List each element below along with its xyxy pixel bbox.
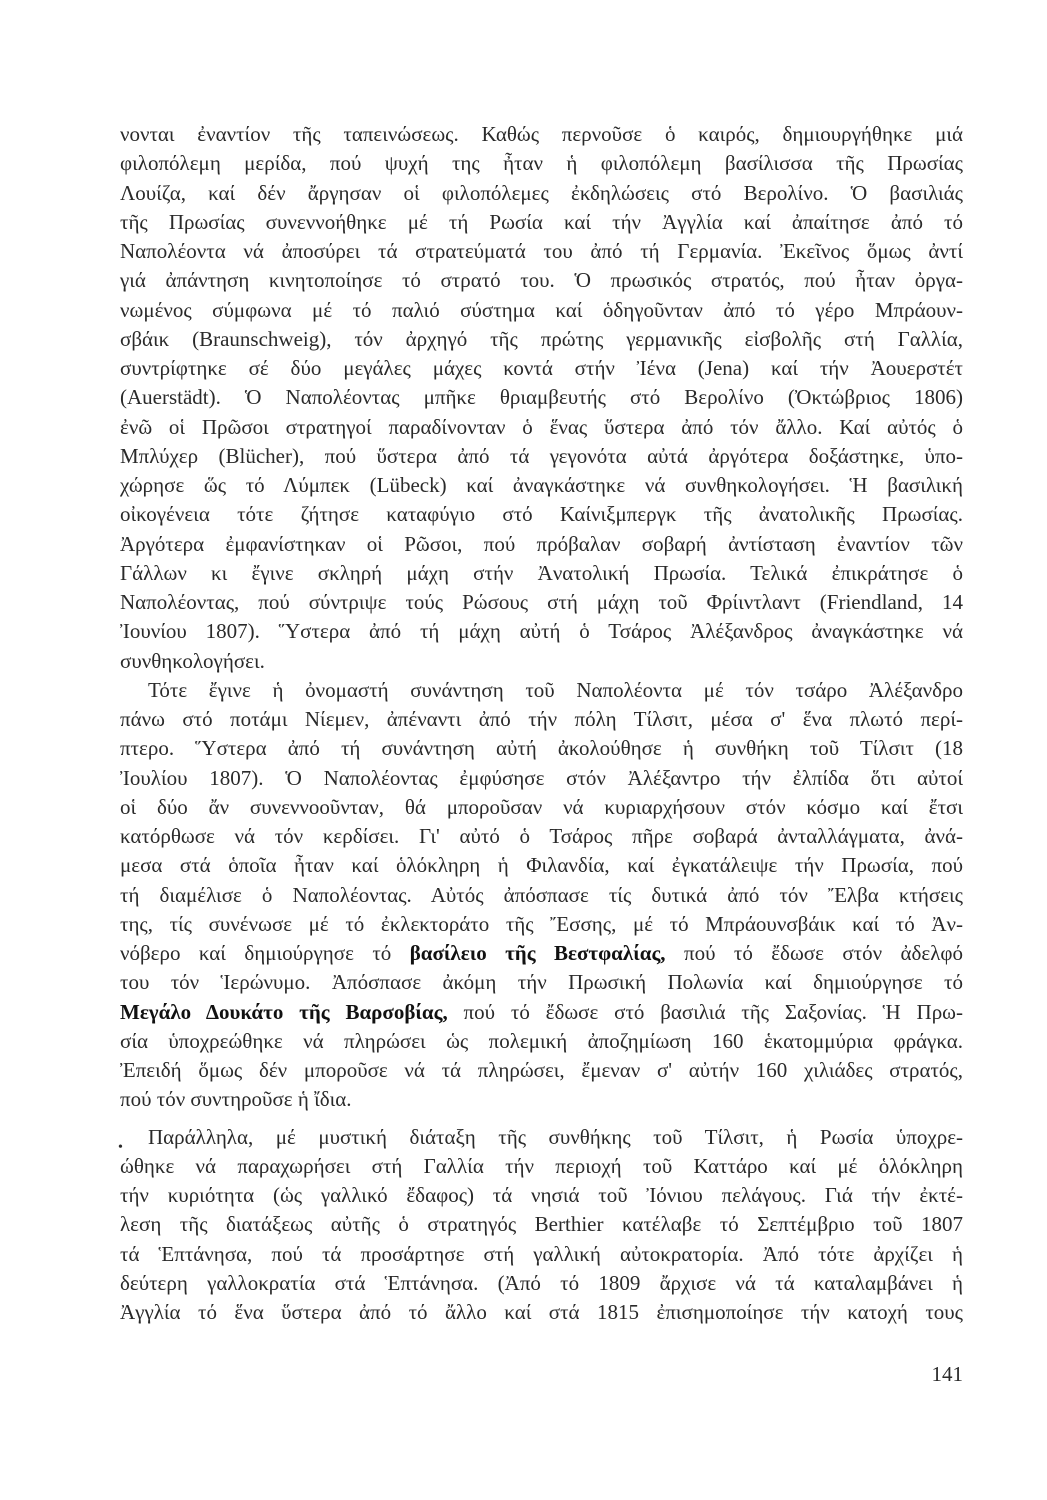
text-line: Ἐπειδή ὅμως δέν μποροῦσε νά τά πληρώσει, ἔμεναν σ' αὐτήν 160 χιλιάδες στρατός, <box>120 1058 963 1082</box>
paragraph <box>120 1123 963 1328</box>
text-line: οἰκογένεια τότε ζήτησε καταφύγιο στό Καίνιξμπεργκ τῆς ἀνατολικῆς Πρωσίας. <box>120 502 963 527</box>
text-line: λεση τῆς διατάξεως αὐτῆς ὁ στρατηγός Berthier κατέλαβε τό Σεπτέμβριο τοῦ 1807 <box>120 1212 963 1237</box>
text-segment: πού τό ἔδωσε στόν ἀδελφό <box>665 941 964 965</box>
text-line <box>120 939 963 968</box>
text-line: συντρίφτηκε σέ δύο μεγάλες μάχες κοντά στήν Ἰένα (Jena) καί τήν Ἀουερστέτ <box>120 356 963 380</box>
text-line: Ναπολέοντας, πού σύντριψε τούς Ρώσους στή μάχη τοῦ Φρίιντλαντ (Friendland, 14 <box>120 590 963 614</box>
text-line: πού τόν συντηροῦσε ἡ ἴδια. <box>120 1087 352 1112</box>
body-text <box>120 120 963 1327</box>
text-line: Μπλύχερ (Blücher), πού ὕστερα ἀπό τά γεγονότα αὐτά ἀργότερα δοξάστηκε, ὑπο- <box>120 443 963 468</box>
margin-marker: • <box>118 1140 123 1155</box>
text-line: του τόν Ἱερώνυμο. Ἀπόσπασε ἀκόμη τήν Πρωσική Πολωνία καί δημιούργησε τό <box>120 970 963 995</box>
text-line: ἐνῶ οἱ Πρῶσοι στρατηγοί παραδίνονταν ὁ ἕνας ὕστερα ἀπό τόν ἄλλο. Καί αὐτός ὁ <box>120 414 963 439</box>
page-number: 141 <box>931 1362 963 1386</box>
text-line: πτερο. Ὕστερα ἀπό τή συνάντηση αὐτή ἀκολούθησε ἡ συνθήκη τοῦ Τίλσιτ (18 <box>120 736 963 761</box>
text-line: νονται ἐναντίον τῆς ταπεινώσεως. Καθώς περνοῦσε ὁ καιρός, δημιουργήθηκε μιά <box>120 122 963 146</box>
text-line <box>120 998 963 1027</box>
bold-term: Μεγάλο Δουκάτο τῆς Βαρσοβίας, <box>120 999 448 1024</box>
text-line: Παράλληλα, μέ μυστική διάταξη τῆς συνθήκης τοῦ Τίλσιτ, ἡ Ρωσία ὑποχρε- <box>148 1124 963 1149</box>
text-line: Λουίζα, καί δέν ἄργησαν οἱ φιλοπόλεμες ἐκδηλώσεις στό Βερολίνο. Ὁ βασιλιάς <box>120 180 963 205</box>
text-line: Γάλλων κι ἔγινε σκληρή μάχη στήν Ἀνατολική Πρωσία. Τελικά ἐπικράτησε ὁ <box>120 560 963 585</box>
text-line: τῆς Πρωσίας συνεννοήθηκε μέ τή Ρωσία καί τήν Ἀγγλία καί ἀπαίτησε ἀπό τό <box>120 209 963 234</box>
text-segment: νόβερο καί δημιούργησε τό <box>120 941 410 965</box>
text-line: τή διαμέλισε ὁ Ναπολέοντας. Αὐτός ἀπόσπασε τίς δυτικά ἀπό τόν Ἔλβα κτήσεις <box>120 882 963 907</box>
text-line: δεύτερη γαλλοκρατία στά Ἑπτάνησα. (Ἀπό τό 1809 ἄρχισε νά τά καταλαμβάνει ἡ <box>120 1270 963 1295</box>
text-line: χώρησε ὥς τό Λύμπεκ (Lübeck) καί ἀναγκάστηκε νά συνθηκολογήσει. Ἡ βασιλική <box>120 473 963 497</box>
bold-term: βασίλειο τῆς Βεστφαλίας, <box>409 941 666 965</box>
text-segment: πού τό ἔδωσε στό βασιλιά τῆς Σαξονίας. Ἡ Πρω- <box>447 999 963 1024</box>
text-line: τήν κυριότητα (ὡς γαλλικό ἔδαφος) τά νησιά τοῦ Ἰόνιου πελάγους. Γιά τήν ἐκτέ- <box>120 1183 963 1207</box>
text-line: σία ὑποχρεώθηκε νά πληρώσει ὡς πολεμική ἀποζημίωση 160 ἑκατομμύρια φράγκα. <box>120 1028 963 1053</box>
text-line: της, τίς συνένωσε μέ τό ἐκλεκτοράτο τῆς Ἔσσης, μέ τό Μπράουνσβάικ καί τό Ἀν- <box>120 911 963 936</box>
text-line: φιλοπόλεμη μερίδα, πού ψυχή της ἦταν ἡ φιλοπόλεμη βασίλισσα τῆς Πρωσίας <box>120 151 963 176</box>
text-line: πάνω στό ποτάμι Νίεμεν, ἀπέναντι ἀπό τήν πόλη Τίλσιτ, μέσα σ' ἕνα πλωτό περί- <box>120 707 963 731</box>
text-line: κατόρθωσε νά τόν κερδίσει. Γι' αὐτό ὁ Τσάρος πῆρε σοβαρά ἀνταλλάγματα, ἀνά- <box>120 824 963 848</box>
text-line: Ἀργότερα ἐμφανίστηκαν οἱ Ρῶσοι, πού πρόβαλαν σοβαρή ἀντίσταση ἐναντίον τῶν <box>120 531 963 556</box>
text-line: σβάικ (Braunschweig), τόν ἀρχηγό τῆς πρώτης γερμανικῆς εἰσβολῆς στή Γαλλία, <box>120 326 963 351</box>
text-line: Ἰουλίου 1807). Ὁ Ναπολέοντας ἐμφύσησε στόν Ἀλέξαντρο τήν ἐλπίδα ὅτι αὐτοί <box>120 765 963 790</box>
text-line: νωμένος σύμφωνα μέ τό παλιό σύστημα καί ὁδηγοῦνταν ἀπό τό γέρο Μπράουν- <box>120 297 963 322</box>
text-line: Τότε ἔγινε ἡ ὀνομαστή συνάντηση τοῦ Ναπολέοντα μέ τόν τσάρο Ἀλέξανδρο <box>148 677 963 702</box>
text-line: Ἰουνίου 1807). Ὕστερα ἀπό τή μάχη αὐτή ὁ Τσάρος Ἀλέξανδρος ἀναγκάστηκε νά <box>120 619 963 644</box>
text-line: Ναπολέοντα νά ἀποσύρει τά στρατεύματά του ἀπό τή Γερμανία. Ἐκεῖνος ὅμως ἀντί <box>120 239 963 263</box>
paragraph <box>120 120 963 676</box>
text-line: οἱ δύο ἄν συνεννοοῦνταν, θά μποροῦσαν νά κυριαρχήσουν στόν κόσμο καί ἔτσι <box>120 794 963 819</box>
text-line: μεσα στά ὁποῖα ἦταν καί ὁλόκληρη ἡ Φιλανδία, καί ἐγκατάλειψε τήν Πρωσία, πού <box>120 853 963 878</box>
text-line: γιά ἀπάντηση κινητοποίησε τό στρατό του. Ὁ πρωσικός στρατός, πού ἦταν ὀργα- <box>120 268 963 293</box>
text-line: συνθηκολογήσει. <box>120 648 265 673</box>
text-line: ώθηκε νά παραχωρήσει στή Γαλλία τήν περιοχή τοῦ Καττάρο καί μέ ὁλόκληρη <box>120 1153 963 1178</box>
paragraph <box>120 676 963 1115</box>
text-line: τά Ἑπτάνησα, πού τά προσάρτησε στή γαλλική αὐτοκρατορία. Ἀπό τότε ἀρχίζει ἡ <box>120 1241 963 1266</box>
text-line: (Auerstädt). Ὁ Ναπολέοντας μπῆκε θριαμβευτής στό Βερολίνο (Ὀκτώβριος 1806) <box>120 385 963 410</box>
text-line: Ἀγγλία τό ἕνα ὕστερα ἀπό τό ἄλλο καί στά 1815 ἐπισημοποίησε τήν κατοχή τους <box>120 1300 963 1324</box>
